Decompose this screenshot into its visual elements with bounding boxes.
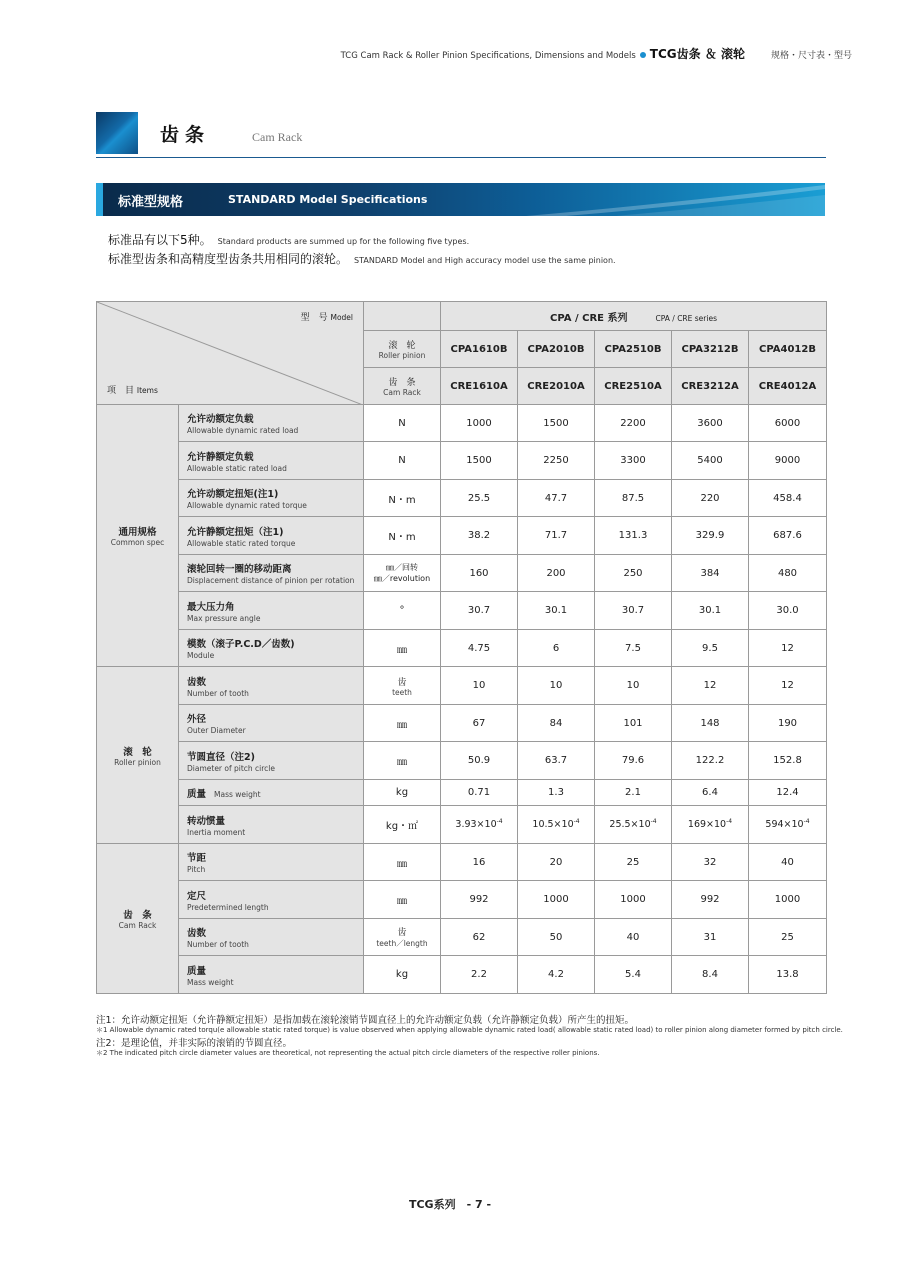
corner-items-label: 项 目 Items bbox=[107, 386, 158, 396]
table-cell: 6000 bbox=[749, 405, 827, 442]
row-unit: kg bbox=[364, 956, 441, 994]
table-cell: 480 bbox=[749, 555, 827, 592]
table-row bbox=[97, 806, 827, 844]
note-2-cn: 注2：是理论值，并非实际的滚销的节圆直径。 bbox=[96, 1038, 293, 1049]
running-header bbox=[0, 45, 852, 62]
table-cell: 12.4 bbox=[749, 780, 827, 806]
table-row bbox=[97, 667, 827, 705]
table-cell: 152.8 bbox=[749, 742, 827, 780]
row-label: 允许动额定扭矩(注1) Allowable dynamic rated torque bbox=[179, 480, 364, 517]
table-cell: 30.7 bbox=[441, 592, 518, 630]
note-1-en: ＊1 Allowable dynamic rated torqu(e allowable static rated torque) is value observed when applying allowable dynamic rated load( allowable static rated load) to roller pinion along diameter formed by pitch circle. bbox=[96, 1026, 843, 1034]
row-label: 齿数 Number of tooth bbox=[179, 919, 364, 956]
table-row bbox=[97, 405, 827, 442]
intro-en: Standard products are summed up for the following five types. bbox=[217, 237, 470, 246]
table-cell: 1500 bbox=[518, 405, 595, 442]
table-cell: 84 bbox=[518, 705, 595, 742]
row-label: 模数（滚子P.C.D／齿数) Module bbox=[179, 630, 364, 667]
rack-label-cell: 齿 条 Cam Rack bbox=[364, 368, 441, 405]
table-cell: 148 bbox=[672, 705, 749, 742]
table-cell: 101 bbox=[595, 705, 672, 742]
pinion-model: CPA2510B bbox=[595, 331, 672, 368]
row-label: 最大压力角 Max pressure angle bbox=[179, 592, 364, 630]
row-unit: kg・㎡ bbox=[364, 806, 441, 844]
table-cell: 5.4 bbox=[595, 956, 672, 994]
pinion-model: CPA4012B bbox=[749, 331, 827, 368]
row-unit: N bbox=[364, 405, 441, 442]
bullet-dot-icon bbox=[640, 52, 646, 58]
table-cell: $3.93\times 10^{-4}$ bbox=[441, 806, 518, 844]
table-cell: $594\times 10^{-4}$ bbox=[749, 806, 827, 844]
pinion-label-cell: 滚 轮 Roller pinion bbox=[364, 331, 441, 368]
spec-banner bbox=[96, 183, 825, 216]
table-cell: 20 bbox=[518, 844, 595, 881]
rack-model: CRE3212A bbox=[672, 368, 749, 405]
table-cell: 2200 bbox=[595, 405, 672, 442]
table-cell: 458.4 bbox=[749, 480, 827, 517]
table-cell: 384 bbox=[672, 555, 749, 592]
table-cell: $25.5\times 10^{-4}$ bbox=[595, 806, 672, 844]
series-header bbox=[441, 302, 827, 331]
table-row bbox=[97, 442, 827, 480]
table-row bbox=[97, 705, 827, 742]
row-unit: ㎜ bbox=[364, 742, 441, 780]
table-cell: 25 bbox=[749, 919, 827, 956]
table-row bbox=[97, 742, 827, 780]
spec-table bbox=[96, 301, 827, 994]
series-cn: CPA / CRE 系列 bbox=[550, 312, 628, 324]
intro-en: STANDARD Model and High accuracy model use the same pinion. bbox=[354, 256, 616, 265]
table-cell: 687.6 bbox=[749, 517, 827, 555]
table-cell: 9.5 bbox=[672, 630, 749, 667]
table-cell: 79.6 bbox=[595, 742, 672, 780]
section-title: 齿条 bbox=[160, 124, 211, 146]
row-unit: N・m bbox=[364, 480, 441, 517]
section-subtitle: Cam Rack bbox=[252, 130, 303, 144]
table-row bbox=[97, 844, 827, 881]
table-cell: 2.1 bbox=[595, 780, 672, 806]
table-cell: 8.4 bbox=[672, 956, 749, 994]
table-cell: 122.2 bbox=[672, 742, 749, 780]
page-footer: TCG系列 - 7 - bbox=[408, 1198, 492, 1211]
table-row bbox=[97, 555, 827, 592]
table-header-row bbox=[97, 302, 827, 331]
table-cell: 992 bbox=[672, 881, 749, 919]
table-cell: 30.1 bbox=[672, 592, 749, 630]
table-cell: 67 bbox=[441, 705, 518, 742]
row-unit: ㎜ bbox=[364, 881, 441, 919]
table-row bbox=[97, 630, 827, 667]
row-unit: N bbox=[364, 442, 441, 480]
table-cell: 25 bbox=[595, 844, 672, 881]
note-1-cn: 注1：允许动额定扭矩（允许静额定扭矩）是指加载在滚轮滚销节圆直径上的允许动额定负载（允许静额定负载）所产生的扭矩。 bbox=[96, 1015, 635, 1026]
rack-model: CRE4012A bbox=[749, 368, 827, 405]
row-label: 允许动额定负载 Allowable dynamic rated load bbox=[179, 405, 364, 442]
header-prefix: TCG Cam Rack & Roller Pinion Specifications, Dimensions and Models bbox=[340, 51, 636, 61]
table-cell: 47.7 bbox=[518, 480, 595, 517]
table-cell: 50.9 bbox=[441, 742, 518, 780]
table-cell: 10 bbox=[518, 667, 595, 705]
table-cell: 5400 bbox=[672, 442, 749, 480]
table-cell: 250 bbox=[595, 555, 672, 592]
intro-cn: 标准品有以下5种。 bbox=[108, 233, 212, 247]
table-cell: 12 bbox=[672, 667, 749, 705]
group-pinion: 滚 轮 Roller pinion bbox=[97, 667, 179, 844]
row-unit: ㎜ bbox=[364, 705, 441, 742]
row-label: 外径 Outer Diameter bbox=[179, 705, 364, 742]
series-en: CPA / CRE series bbox=[655, 313, 717, 323]
table-cell: 13.8 bbox=[749, 956, 827, 994]
table-cell: 12 bbox=[749, 630, 827, 667]
row-unit: ° bbox=[364, 592, 441, 630]
rack-model: CRE1610A bbox=[441, 368, 518, 405]
row-unit: 齿 teeth bbox=[364, 667, 441, 705]
group-rack: 齿 条 Cam Rack bbox=[97, 844, 179, 994]
table-corner-cell bbox=[97, 302, 364, 405]
table-cell: 30.1 bbox=[518, 592, 595, 630]
banner-title-cn: 标准型规格 bbox=[118, 195, 184, 210]
table-cell: 0.71 bbox=[441, 780, 518, 806]
pinion-model: CPA2010B bbox=[518, 331, 595, 368]
table-cell: 9000 bbox=[749, 442, 827, 480]
row-unit: 齿 teeth／length bbox=[364, 919, 441, 956]
table-cell: 31 bbox=[672, 919, 749, 956]
table-row bbox=[97, 881, 827, 919]
table-cell: 6.4 bbox=[672, 780, 749, 806]
table-cell: 1000 bbox=[595, 881, 672, 919]
table-cell: 2.2 bbox=[441, 956, 518, 994]
table-cell: 1000 bbox=[518, 881, 595, 919]
table-cell: 50 bbox=[518, 919, 595, 956]
table-cell: 62 bbox=[441, 919, 518, 956]
table-cell: 3600 bbox=[672, 405, 749, 442]
row-unit: ㎜ bbox=[364, 844, 441, 881]
table-cell: 7.5 bbox=[595, 630, 672, 667]
row-unit: N・m bbox=[364, 517, 441, 555]
table-cell: 1.3 bbox=[518, 780, 595, 806]
table-cell: 1000 bbox=[749, 881, 827, 919]
table-cell: 4.2 bbox=[518, 956, 595, 994]
rack-model: CRE2010A bbox=[518, 368, 595, 405]
table-cell: 160 bbox=[441, 555, 518, 592]
table-row bbox=[97, 780, 827, 806]
group-common: 通用规格 Common spec bbox=[97, 405, 179, 667]
table-cell: 220 bbox=[672, 480, 749, 517]
row-label: 定尺 Predetermined length bbox=[179, 881, 364, 919]
table-cell: 16 bbox=[441, 844, 518, 881]
row-unit: kg bbox=[364, 780, 441, 806]
corner-model-label: 型 号 Model bbox=[300, 313, 353, 323]
table-cell: 38.2 bbox=[441, 517, 518, 555]
table-cell: 71.7 bbox=[518, 517, 595, 555]
table-cell: 200 bbox=[518, 555, 595, 592]
table-cell: 131.3 bbox=[595, 517, 672, 555]
table-cell: 10 bbox=[441, 667, 518, 705]
row-label: 节圆直径（注2) Diameter of pitch circle bbox=[179, 742, 364, 780]
table-cell: 6 bbox=[518, 630, 595, 667]
row-label: 转动惯量 Inertia moment bbox=[179, 806, 364, 844]
table-row bbox=[97, 956, 827, 994]
row-label: 允许静额定扭矩（注1) Allowable static rated torque bbox=[179, 517, 364, 555]
header-right: 规格・尺寸表・型号 bbox=[770, 51, 852, 61]
table-cell: 63.7 bbox=[518, 742, 595, 780]
banner-title-en: STANDARD Model Specifications bbox=[228, 193, 428, 206]
table-row bbox=[97, 480, 827, 517]
banner-swoosh-icon bbox=[96, 183, 825, 216]
table-cell: 3300 bbox=[595, 442, 672, 480]
row-label: 齿数 Number of tooth bbox=[179, 667, 364, 705]
table-cell: 4.75 bbox=[441, 630, 518, 667]
table-cell: 25.5 bbox=[441, 480, 518, 517]
table-cell: 30.7 bbox=[595, 592, 672, 630]
intro-line bbox=[108, 231, 469, 248]
blank-cell bbox=[364, 302, 441, 331]
table-cell: 40 bbox=[749, 844, 827, 881]
table-row bbox=[97, 517, 827, 555]
table-row bbox=[97, 592, 827, 630]
table-cell: 1000 bbox=[441, 405, 518, 442]
intro-line bbox=[108, 250, 616, 267]
header-brand: TCG齿条 ＆ 滚轮 bbox=[649, 47, 745, 61]
pinion-model: CPA1610B bbox=[441, 331, 518, 368]
table-cell: 10 bbox=[595, 667, 672, 705]
pinion-model: CPA3212B bbox=[672, 331, 749, 368]
row-unit: ㎜／回转 ㎜／revolution bbox=[364, 555, 441, 592]
row-unit: ㎜ bbox=[364, 630, 441, 667]
table-cell: 190 bbox=[749, 705, 827, 742]
intro-cn: 标准型齿条和高精度型齿条共用相同的滚轮。 bbox=[108, 252, 349, 266]
table-cell: 1500 bbox=[441, 442, 518, 480]
table-cell: 30.0 bbox=[749, 592, 827, 630]
row-label: 质量 Mass weight bbox=[179, 780, 364, 806]
rack-model: CRE2510A bbox=[595, 368, 672, 405]
banner-accent bbox=[96, 183, 103, 216]
row-label: 允许静额定负载 Allowable static rated load bbox=[179, 442, 364, 480]
row-label: 质量 Mass weight bbox=[179, 956, 364, 994]
table-cell: 87.5 bbox=[595, 480, 672, 517]
row-label: 滚轮回转一圈的移动距离 Displacement distance of pinion per rotation bbox=[179, 555, 364, 592]
note-2-en: ＊2 The indicated pitch circle diameter values are theoretical, not representing the actual pitch circle diameters of the respective roller pinions. bbox=[96, 1049, 600, 1057]
row-label: 节距 Pitch bbox=[179, 844, 364, 881]
table-cell: $10.5\times 10^{-4}$ bbox=[518, 806, 595, 844]
table-cell: 40 bbox=[595, 919, 672, 956]
table-row bbox=[97, 919, 827, 956]
table-cell: 12 bbox=[749, 667, 827, 705]
table-cell: 329.9 bbox=[672, 517, 749, 555]
table-cell: 992 bbox=[441, 881, 518, 919]
table-cell: 32 bbox=[672, 844, 749, 881]
table-cell: 2250 bbox=[518, 442, 595, 480]
table-cell: $169\times 10^{-4}$ bbox=[672, 806, 749, 844]
section-title-block-icon bbox=[96, 112, 138, 154]
section-divider bbox=[96, 157, 826, 158]
